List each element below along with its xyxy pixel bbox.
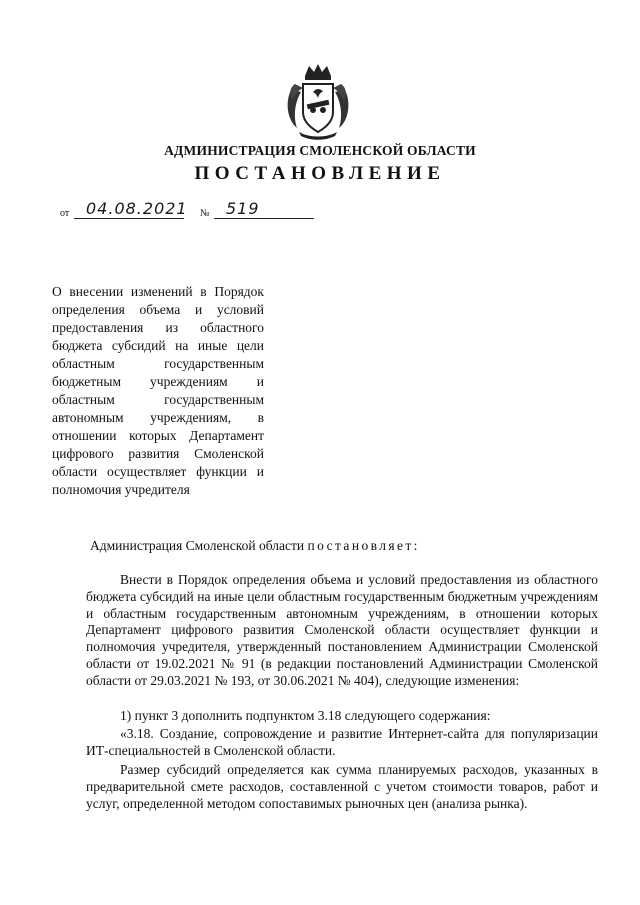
document-subject: О внесении изменений в Порядок определения объема и условий предоставления из областного бюджета субсидий на иные цели областным государственным бюджетным учреждениям и областным государственным автономным учреждениям, в отношении которых Департамент цифрового развития Смоленской области осуществляет функции и полномочия учредителя <box>52 284 264 497</box>
body-paragraph-3: «3.18. Создание, сопровождение и развитие Интернет-сайта для популяризации ИТ-специальностей в Смоленской области. <box>86 726 598 758</box>
preamble-verb: постановляет: <box>307 538 420 553</box>
preamble <box>90 538 420 554</box>
date-underline <box>74 218 184 219</box>
body-paragraph-2: 1) пункт 3 дополнить подпунктом 3.18 следующего содержания: <box>120 708 491 723</box>
preamble-lead: Администрация Смоленской области <box>90 538 308 553</box>
document-type: ПОСТАНОВЛЕНИЕ <box>194 163 446 184</box>
number-value: 519 <box>226 199 260 218</box>
organization-name: АДМИНИСТРАЦИЯ СМОЛЕНСКОЙ ОБЛАСТИ <box>164 143 476 158</box>
coat-of-arms-icon <box>283 62 353 142</box>
document-number-line <box>60 200 320 222</box>
date-value: 04.08.2021 <box>86 199 188 218</box>
body-paragraph-1: Внести в Порядок определения объема и условий предоставления из областного бюджета субсидий на иные цели областным государственным бюджетным учреждениям и областным государственным автономным учреждениям, в отношении которых Департамент цифрового развития Смоленской области осуществляет функции и полномочия учредителя, утвержденный постановлением Администрации Смоленской области от 19.02.2021 № 91 (в редакции постановлений Администрации Смоленской области от 29.03.2021 № 193, от 30.06.2021 № 404), следующие изменения: <box>86 572 598 688</box>
date-prefix: от <box>60 208 70 219</box>
number-underline <box>214 218 314 219</box>
number-prefix: № <box>200 208 210 219</box>
body-paragraph-4: Размер субсидий определяется как сумма планируемых расходов, указанных в предварительной смете расходов, составленной с учетом стоимости товаров, работ и услуг, определенной методом сопоставимых рыночных цен (анализа рынка). <box>86 762 598 811</box>
